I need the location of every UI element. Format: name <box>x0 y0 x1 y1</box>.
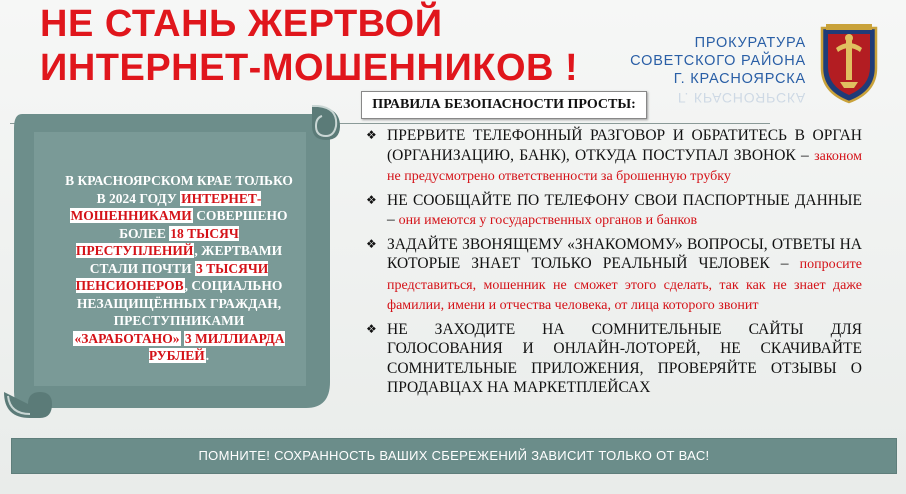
stat-text-4: , СОЦИАЛЬНО НЕЗАЩИЩЁННЫХ ГРАЖДАН, ПРЕСТУПНИКАМИ <box>76 278 283 328</box>
rule-text: НЕ СООБЩАЙТЕ ПО ТЕЛЕФОНУ СВОИ ПАСПОРТНЫЕ ДАННЫЕ – <box>387 191 862 228</box>
rule-item <box>366 235 862 316</box>
stat-text-6: . <box>205 348 210 363</box>
page-title <box>40 2 630 90</box>
rule-item <box>366 126 862 187</box>
stat-highlight-pensioners: 3 ТЫСЯЧИ ПЕНСИОНЕРОВ <box>75 260 269 293</box>
title-line-2: ИНТЕРНЕТ-МОШЕННИКОВ ! <box>40 47 579 89</box>
rule-item <box>366 320 862 399</box>
rule-item <box>366 191 862 231</box>
stat-highlight-crimes: 18 ТЫСЯЧ ПРЕСТУПЛЕНИЙ <box>75 225 239 258</box>
org-line-3: Г. КРАСНОЯРСКА <box>673 71 806 87</box>
prosecutor-emblem-icon <box>816 22 882 104</box>
diamond-bullet-icon: ❖ <box>366 192 377 207</box>
stat-text-3: , ЖЕРТВАМИ СТАЛИ ПОЧТИ <box>89 243 283 276</box>
stat-highlight-fraudsters: ИНТЕРНЕТ-МОШЕННИКАМИ <box>70 190 262 223</box>
stat-text-2: СОВЕРШЕНО БОЛЕЕ <box>119 208 288 241</box>
rule-note: попросите представиться, мошенник не сможет этого сделать, так как не знает даже фамилии, имени и отчества человека, от лица которого звонит <box>387 257 862 313</box>
footer-text: ПОМНИТЕ! СОХРАННОСТЬ ВАШИХ СБЕРЕЖЕНИЙ ЗАВИСИТ ТОЛЬКО ОТ ВАС! <box>198 448 710 463</box>
footer-banner <box>11 438 897 474</box>
rule-text: ПРЕРВИТЕ ТЕЛЕФОННЫЙ РАЗГОВОР И ОБРАТИТЕСЬ В ОРГАН (ОРГАНИЗАЦИЮ, БАНК), ОТКУДА ПОСТУПАЛ ЗВОНОК – <box>387 127 862 164</box>
rule-text: НЕ ЗАХОДИТЕ НА СОМНИТЕЛЬНЫЕ САЙТЫ ДЛЯ ГОЛОСОВАНИЯ И ОНЛАЙН-ЛОТОРЕЙ, НЕ СКАЧИВАЙТЕ СОМНИТЕЛЬНЫЕ ПРИЛОЖЕНИЯ, ПРОВЕРЯЙТЕ ОТЗЫВЫ О ПРОДАВЦАХ НА МАРКЕТПЛЕЙСАХ <box>387 320 862 396</box>
rules-header: ПРАВИЛА БЕЗОПАСНОСТИ ПРОСТЫ: <box>361 91 647 119</box>
title-line-1: НЕ СТАНЬ ЖЕРТВОЙ <box>40 3 443 45</box>
diamond-bullet-icon: ❖ <box>366 236 377 251</box>
scroll-statistics-text <box>60 172 298 365</box>
diamond-bullet-icon: ❖ <box>366 321 377 336</box>
org-line-2: СОВЕТСКОГО РАЙОНА <box>630 53 806 69</box>
org-line-1: ПРОКУРАТУРА <box>694 35 806 51</box>
rule-note: законом не предусмотрено ответственности за брошенную трубку <box>387 148 862 184</box>
rule-text: ЗАДАЙТЕ ЗВОНЯЩЕМУ «ЗНАКОМОМУ» ВОПРОСЫ, ОТВЕТЫ НА КОТОРЫЕ ЗНАЕТ ТОЛЬКО РЕАЛЬНЫЙ ЧЕЛОВЕК – <box>387 235 862 272</box>
stat-highlight-earned: «ЗАРАБОТАНО» <box>74 330 180 346</box>
org-reflection-text: Г. КРАСНОЯРСКА <box>677 90 806 106</box>
diamond-bullet-icon: ❖ <box>366 128 377 142</box>
rules-list <box>366 126 862 403</box>
rule-note: они имеются у государственных органов и банков <box>398 213 698 228</box>
organization-name <box>616 34 806 88</box>
stat-text-1: В КРАСНОЯРСКОМ КРАЕ ТОЛЬКО В 2024 ГОДУ <box>65 173 293 206</box>
stat-highlight-billions: 3 МИЛЛИАРДА РУБЛЕЙ <box>148 330 285 363</box>
